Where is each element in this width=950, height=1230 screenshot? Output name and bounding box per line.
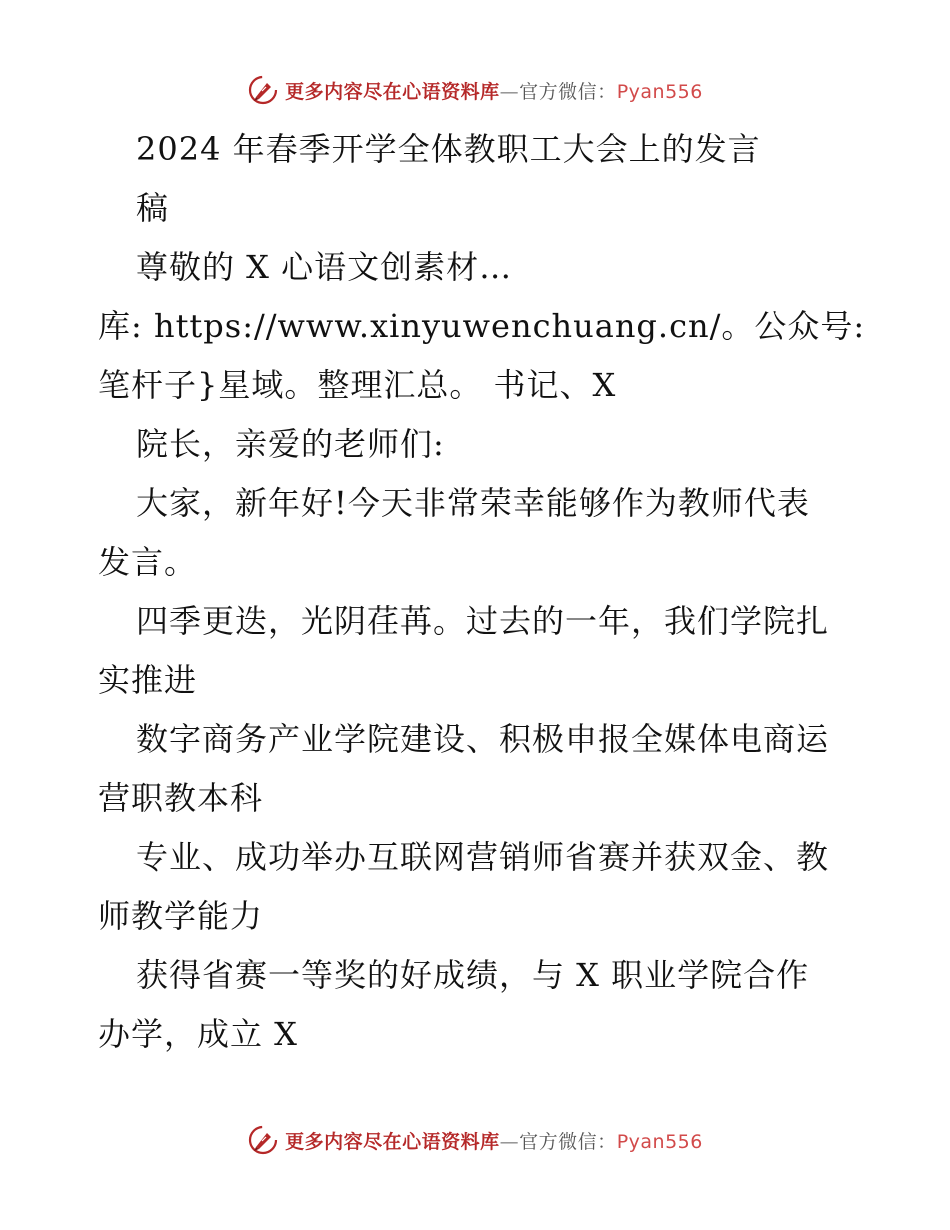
text-line: 发言。 [98, 543, 198, 581]
fountain-pen-logo-icon [247, 74, 279, 106]
banner-wechat-id: Pyan556 [616, 80, 703, 103]
banner-text [285, 77, 703, 104]
text-line: 专业、成功举办互联网营销师省赛并获双金、教 [136, 838, 830, 876]
banner-main-text: 更多内容尽在心语资料库 [285, 1130, 500, 1153]
text-line: 办学，成立 X [98, 1015, 298, 1053]
text-line: 院长，亲爱的老师们: [136, 425, 445, 463]
text-line: 数字商务产业学院建设、积极申报全媒体电商运 [136, 720, 830, 758]
text-line: 师教学能力 [98, 897, 264, 935]
title-line-2: 稿 [136, 189, 170, 227]
header-banner [0, 70, 950, 110]
banner-main-text: 更多内容尽在心语资料库 [285, 80, 500, 103]
text-line: 四季更迭，光阴荏苒。过去的一年，我们学院扎 [136, 602, 830, 640]
text-line: 库: https://www.xinyuwenchuang.cn/。公众号: [98, 307, 866, 345]
text-line: 尊敬的 X 心语文创素材… [136, 248, 513, 286]
banner-wechat-label: 官方微信： [519, 1130, 617, 1153]
text-line: 大家，新年好!今天非常荣幸能够作为教师代表 [136, 484, 810, 522]
banner-wechat-label: 官方微信： [519, 80, 617, 103]
title-line-1: 2024 年春季开学全体教职工大会上的发言 [136, 130, 761, 168]
fountain-pen-logo-icon [247, 1124, 279, 1156]
footer-banner [0, 1120, 950, 1160]
banner-dash: — [499, 1130, 520, 1153]
text-line: 笔杆子}星域。整理汇总。 书记、X [98, 366, 617, 404]
text-line: 营职教本科 [98, 779, 264, 817]
banner-text [285, 1127, 703, 1154]
text-line: 实推进 [98, 661, 198, 699]
banner-wechat-id: Pyan556 [616, 1130, 703, 1153]
banner-dash: — [499, 80, 520, 103]
document-body [98, 120, 868, 1064]
text-line: 获得省赛一等奖的好成绩，与 X 职业学院合作 [136, 956, 810, 994]
